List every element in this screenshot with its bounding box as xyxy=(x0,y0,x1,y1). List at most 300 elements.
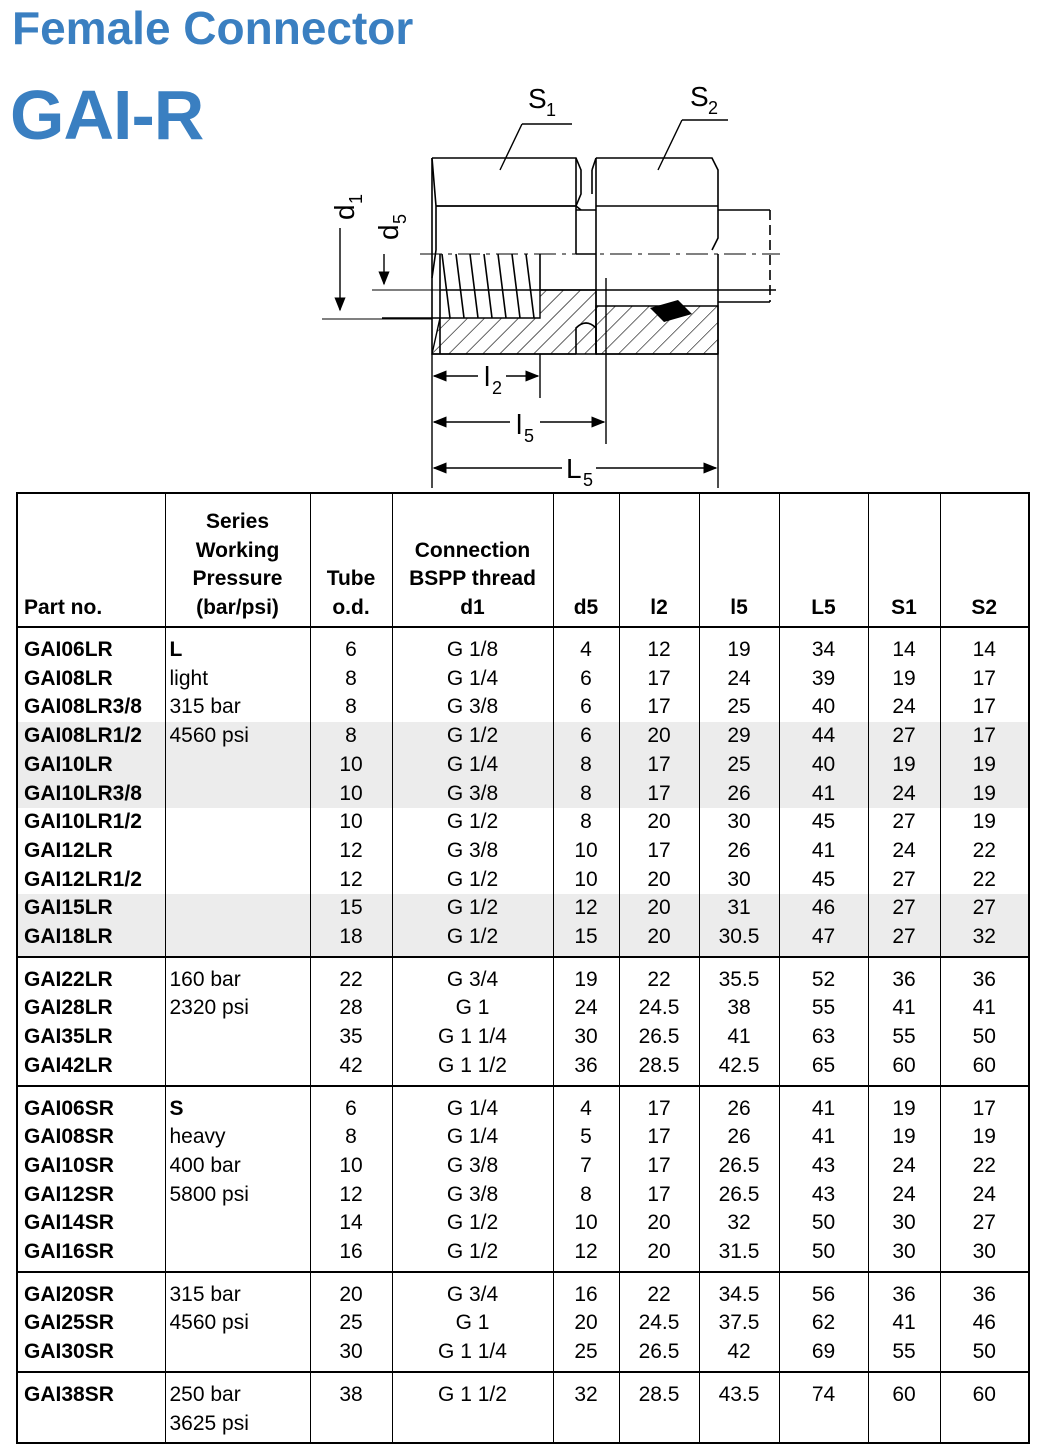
cell-s1: 30 xyxy=(868,1209,940,1238)
header-d5: d5 xyxy=(553,493,619,627)
table-row xyxy=(17,808,1029,837)
header-l5: l5 xyxy=(699,493,779,627)
header-part-no: Part no. xyxy=(17,493,165,627)
cell-l2: 20 xyxy=(619,722,699,751)
table-row xyxy=(17,1209,1029,1238)
cell-l5: 46 xyxy=(779,894,868,923)
table-row xyxy=(17,751,1029,780)
cell-part: GAI08LR xyxy=(17,665,165,694)
table-row xyxy=(17,1272,1029,1310)
cell-s1: 27 xyxy=(868,894,940,923)
cell-d5: 12 xyxy=(553,1238,619,1272)
cell-l5: 74 xyxy=(779,1372,868,1443)
cell-series xyxy=(165,751,310,780)
cell-part: GAI20SR xyxy=(17,1272,165,1310)
cell-l5: 50 xyxy=(779,1209,868,1238)
cell-s2: 17 xyxy=(940,1086,1029,1124)
cell-tube: 8 xyxy=(310,665,392,694)
cell-series: heavy xyxy=(165,1123,310,1152)
cell-tube: 18 xyxy=(310,923,392,957)
label-s2: S xyxy=(690,81,709,112)
cell-l5: 41 xyxy=(699,1023,779,1052)
cell-tube: 12 xyxy=(310,1181,392,1210)
cell-tube: 12 xyxy=(310,837,392,866)
svg-text:5: 5 xyxy=(390,213,410,224)
cell-s2: 17 xyxy=(940,665,1029,694)
cell-tube: 15 xyxy=(310,894,392,923)
cell-s2: 27 xyxy=(940,1209,1029,1238)
cell-series: 2320 psi xyxy=(165,994,310,1023)
cell-d5: 10 xyxy=(553,1209,619,1238)
cell-s1: 27 xyxy=(868,923,940,957)
cell-l5: 41 xyxy=(779,837,868,866)
cell-part: GAI42LR xyxy=(17,1052,165,1086)
cell-thread: G 1/2 xyxy=(392,1209,553,1238)
model-name: GAI-R xyxy=(10,76,204,154)
cell-l5: 31 xyxy=(699,894,779,923)
cell-s2: 41 xyxy=(940,994,1029,1023)
cell-s2: 22 xyxy=(940,1152,1029,1181)
cell-s1: 27 xyxy=(868,866,940,895)
cell-tube: 10 xyxy=(310,780,392,809)
cell-thread: G 1/8 xyxy=(392,627,553,665)
cell-s2: 60 xyxy=(940,1372,1029,1443)
cell-series xyxy=(165,1338,310,1372)
cell-l5: 43 xyxy=(779,1181,868,1210)
cell-thread: G 1/2 xyxy=(392,1238,553,1272)
cell-l2: 17 xyxy=(619,1181,699,1210)
cell-series: 315 bar xyxy=(165,693,310,722)
cell-l5: 29 xyxy=(699,722,779,751)
cell-l5: 41 xyxy=(779,780,868,809)
cell-thread: G 3/8 xyxy=(392,780,553,809)
svg-text:5: 5 xyxy=(524,426,535,446)
cell-s1: 41 xyxy=(868,1309,940,1338)
table-row xyxy=(17,1152,1029,1181)
cell-thread: G 3/8 xyxy=(392,837,553,866)
cell-l5: 19 xyxy=(699,627,779,665)
cell-thread: G 1 1/2 xyxy=(392,1372,553,1443)
cell-s1: 19 xyxy=(868,1123,940,1152)
cell-l5: 30 xyxy=(699,866,779,895)
cell-l5: 34.5 xyxy=(699,1272,779,1310)
header-l2: l2 xyxy=(619,493,699,627)
cell-d5: 15 xyxy=(553,923,619,957)
table-row xyxy=(17,1238,1029,1272)
cell-tube: 28 xyxy=(310,994,392,1023)
cell-part: GAI22LR xyxy=(17,957,165,995)
cell-part: GAI18LR xyxy=(17,923,165,957)
cell-l5: 65 xyxy=(779,1052,868,1086)
cell-part: GAI08SR xyxy=(17,1123,165,1152)
cell-thread: G 1 xyxy=(392,1309,553,1338)
label-L5: L xyxy=(566,453,582,484)
cell-l5: 26.5 xyxy=(699,1152,779,1181)
cell-l5: 26.5 xyxy=(699,1181,779,1210)
cell-tube: 8 xyxy=(310,722,392,751)
cell-series xyxy=(165,780,310,809)
cell-series xyxy=(165,1238,310,1272)
cell-s2: 46 xyxy=(940,1309,1029,1338)
cell-s2: 14 xyxy=(940,627,1029,665)
cell-d5: 8 xyxy=(553,808,619,837)
cell-d5: 19 xyxy=(553,957,619,995)
cell-thread: G 1 1/4 xyxy=(392,1338,553,1372)
cell-tube: 6 xyxy=(310,1086,392,1124)
table-row xyxy=(17,923,1029,957)
cell-s2: 19 xyxy=(940,1123,1029,1152)
svg-text:5: 5 xyxy=(583,470,594,490)
cell-tube: 6 xyxy=(310,627,392,665)
cell-l5: 26 xyxy=(699,1086,779,1124)
svg-text:1: 1 xyxy=(346,193,366,204)
cell-l2: 17 xyxy=(619,1086,699,1124)
cell-l2: 26.5 xyxy=(619,1023,699,1052)
cell-s1: 14 xyxy=(868,627,940,665)
cell-l5: 35.5 xyxy=(699,957,779,995)
cell-l5: 44 xyxy=(779,722,868,751)
cell-s1: 36 xyxy=(868,1272,940,1310)
cell-tube: 10 xyxy=(310,751,392,780)
cell-l5: 25 xyxy=(699,751,779,780)
cell-s2: 19 xyxy=(940,808,1029,837)
cell-d5: 16 xyxy=(553,1272,619,1310)
header-series: Series Working Pressure (bar/psi) xyxy=(165,493,310,627)
cell-l5: 52 xyxy=(779,957,868,995)
cell-s1: 27 xyxy=(868,808,940,837)
cell-thread: G 1 xyxy=(392,994,553,1023)
cell-thread: G 3/4 xyxy=(392,957,553,995)
cell-d5: 8 xyxy=(553,1181,619,1210)
table-row xyxy=(17,866,1029,895)
cell-l5: 42 xyxy=(699,1338,779,1372)
cell-s1: 24 xyxy=(868,837,940,866)
cell-series: 315 bar xyxy=(165,1272,310,1310)
cell-l2: 17 xyxy=(619,665,699,694)
label-d5: d xyxy=(373,224,404,240)
cell-l5: 30 xyxy=(699,808,779,837)
cell-tube: 20 xyxy=(310,1272,392,1310)
cell-s1: 30 xyxy=(868,1238,940,1272)
cell-s2: 19 xyxy=(940,780,1029,809)
cell-tube: 42 xyxy=(310,1052,392,1086)
svg-text:2: 2 xyxy=(708,98,719,118)
cell-s2: 36 xyxy=(940,1272,1029,1310)
cell-l5: 45 xyxy=(779,808,868,837)
cell-l2: 17 xyxy=(619,780,699,809)
cell-l2: 20 xyxy=(619,923,699,957)
cell-d5: 5 xyxy=(553,1123,619,1152)
header-L5: L5 xyxy=(779,493,868,627)
cell-l5: 26 xyxy=(699,780,779,809)
cell-l5: 34 xyxy=(779,627,868,665)
cell-tube: 8 xyxy=(310,1123,392,1152)
cell-d5: 20 xyxy=(553,1309,619,1338)
cell-tube: 10 xyxy=(310,808,392,837)
cell-s1: 55 xyxy=(868,1338,940,1372)
cell-series xyxy=(165,866,310,895)
cell-s2: 27 xyxy=(940,894,1029,923)
cell-d5: 24 xyxy=(553,994,619,1023)
cell-thread: G 1/2 xyxy=(392,894,553,923)
header-S2: S2 xyxy=(940,493,1029,627)
cell-l5: 55 xyxy=(779,994,868,1023)
cell-thread: G 3/8 xyxy=(392,1152,553,1181)
cell-s2: 17 xyxy=(940,693,1029,722)
cell-tube: 38 xyxy=(310,1372,392,1443)
cell-s1: 60 xyxy=(868,1372,940,1443)
cell-d5: 10 xyxy=(553,866,619,895)
cell-tube: 12 xyxy=(310,866,392,895)
cell-series: 400 bar xyxy=(165,1152,310,1181)
cell-s2: 50 xyxy=(940,1338,1029,1372)
cell-l5: 41 xyxy=(779,1086,868,1124)
cell-s1: 19 xyxy=(868,665,940,694)
cell-part: GAI38SR xyxy=(17,1372,165,1443)
table-row xyxy=(17,665,1029,694)
cell-series: light xyxy=(165,665,310,694)
cell-part: GAI06SR xyxy=(17,1086,165,1124)
cell-s1: 36 xyxy=(868,957,940,995)
cell-s1: 24 xyxy=(868,1181,940,1210)
cell-series: L xyxy=(165,627,310,665)
cell-part: GAI06LR xyxy=(17,627,165,665)
cell-l5: 50 xyxy=(779,1238,868,1272)
cell-d5: 6 xyxy=(553,722,619,751)
cell-l2: 17 xyxy=(619,693,699,722)
cell-tube: 25 xyxy=(310,1309,392,1338)
cell-s1: 27 xyxy=(868,722,940,751)
cell-series: 4560 psi xyxy=(165,722,310,751)
cell-thread: G 1 1/2 xyxy=(392,1052,553,1086)
table-row xyxy=(17,994,1029,1023)
label-d1: d xyxy=(329,204,360,220)
cell-series: 4560 psi xyxy=(165,1309,310,1338)
cell-l5: 40 xyxy=(779,751,868,780)
cell-s2: 30 xyxy=(940,1238,1029,1272)
cell-s2: 50 xyxy=(940,1023,1029,1052)
cell-d5: 4 xyxy=(553,627,619,665)
cell-part: GAI10LR xyxy=(17,751,165,780)
cell-s1: 24 xyxy=(868,693,940,722)
cell-series xyxy=(165,1023,310,1052)
cell-s1: 55 xyxy=(868,1023,940,1052)
cell-d5: 12 xyxy=(553,894,619,923)
cell-l5: 39 xyxy=(779,665,868,694)
cell-d5: 8 xyxy=(553,751,619,780)
header-S1: S1 xyxy=(868,493,940,627)
cell-part: GAI12LR xyxy=(17,837,165,866)
table-row xyxy=(17,780,1029,809)
table-row xyxy=(17,1052,1029,1086)
cell-l5: 26 xyxy=(699,837,779,866)
cell-d5: 10 xyxy=(553,837,619,866)
cell-s2: 17 xyxy=(940,722,1029,751)
cell-l2: 17 xyxy=(619,1152,699,1181)
table-row xyxy=(17,837,1029,866)
cell-thread: G 1/2 xyxy=(392,923,553,957)
cell-series: 160 bar xyxy=(165,957,310,995)
cell-series xyxy=(165,894,310,923)
cell-thread: G 1/4 xyxy=(392,665,553,694)
cell-s1: 19 xyxy=(868,1086,940,1124)
cell-thread: G 1/4 xyxy=(392,751,553,780)
cell-s1: 19 xyxy=(868,751,940,780)
cell-s2: 32 xyxy=(940,923,1029,957)
cell-d5: 36 xyxy=(553,1052,619,1086)
cell-thread: G 1 1/4 xyxy=(392,1023,553,1052)
cell-tube: 16 xyxy=(310,1238,392,1272)
connector-drawing xyxy=(300,78,790,490)
cell-d5: 4 xyxy=(553,1086,619,1124)
cell-series: S xyxy=(165,1086,310,1124)
cell-tube: 8 xyxy=(310,693,392,722)
cell-series xyxy=(165,837,310,866)
cell-l5: 69 xyxy=(779,1338,868,1372)
cell-s2: 22 xyxy=(940,866,1029,895)
cell-s2: 24 xyxy=(940,1181,1029,1210)
cell-l2: 24.5 xyxy=(619,994,699,1023)
cell-part: GAI35LR xyxy=(17,1023,165,1052)
cell-part: GAI10SR xyxy=(17,1152,165,1181)
cell-part: GAI15LR xyxy=(17,894,165,923)
cell-part: GAI12LR1/2 xyxy=(17,866,165,895)
cell-l5: 40 xyxy=(779,693,868,722)
cell-l5: 24 xyxy=(699,665,779,694)
cell-l5: 56 xyxy=(779,1272,868,1310)
cell-d5: 30 xyxy=(553,1023,619,1052)
cell-l2: 28.5 xyxy=(619,1052,699,1086)
cell-l2: 26.5 xyxy=(619,1338,699,1372)
cell-s1: 60 xyxy=(868,1052,940,1086)
cell-l5: 41 xyxy=(779,1123,868,1152)
table-row xyxy=(17,1338,1029,1372)
cell-series xyxy=(165,923,310,957)
cell-part: GAI08LR1/2 xyxy=(17,722,165,751)
cell-part: GAI10LR1/2 xyxy=(17,808,165,837)
table-header-row xyxy=(17,493,1029,627)
cell-thread: G 1/2 xyxy=(392,866,553,895)
cell-thread: G 1/2 xyxy=(392,722,553,751)
cell-l5: 42.5 xyxy=(699,1052,779,1086)
svg-text:1: 1 xyxy=(546,100,557,120)
cell-tube: 10 xyxy=(310,1152,392,1181)
cell-s1: 24 xyxy=(868,1152,940,1181)
cell-l2: 17 xyxy=(619,751,699,780)
cell-tube: 14 xyxy=(310,1209,392,1238)
cell-l2: 12 xyxy=(619,627,699,665)
cell-l2: 20 xyxy=(619,894,699,923)
cell-l5: 37.5 xyxy=(699,1309,779,1338)
cell-s2: 22 xyxy=(940,837,1029,866)
cell-l5: 32 xyxy=(699,1209,779,1238)
cell-d5: 6 xyxy=(553,665,619,694)
cell-d5: 8 xyxy=(553,780,619,809)
cell-l2: 22 xyxy=(619,1272,699,1310)
cell-l5: 45 xyxy=(779,866,868,895)
cell-s2: 36 xyxy=(940,957,1029,995)
label-l2: l xyxy=(484,361,491,392)
header-connection: Connection BSPP thread d1 xyxy=(392,493,553,627)
cell-s2: 60 xyxy=(940,1052,1029,1086)
table-row xyxy=(17,957,1029,995)
cell-thread: G 1/4 xyxy=(392,1123,553,1152)
cell-tube: 22 xyxy=(310,957,392,995)
cell-thread: G 3/8 xyxy=(392,1181,553,1210)
cell-part: GAI28LR xyxy=(17,994,165,1023)
cell-l5: 26 xyxy=(699,1123,779,1152)
dimensions-table xyxy=(16,492,1030,1444)
cell-tube: 30 xyxy=(310,1338,392,1372)
cell-l2: 17 xyxy=(619,1123,699,1152)
cell-thread: G 3/4 xyxy=(392,1272,553,1310)
cell-series: 250 bar 3625 psi xyxy=(165,1372,310,1443)
cell-thread: G 3/8 xyxy=(392,693,553,722)
cell-series: 5800 psi xyxy=(165,1181,310,1210)
cell-l2: 20 xyxy=(619,1209,699,1238)
cell-d5: 32 xyxy=(553,1372,619,1443)
header-tube: Tube o.d. xyxy=(310,493,392,627)
cell-s1: 41 xyxy=(868,994,940,1023)
label-s1: S xyxy=(528,83,547,114)
cell-l2: 28.5 xyxy=(619,1372,699,1443)
cell-l5: 63 xyxy=(779,1023,868,1052)
cell-l5: 25 xyxy=(699,693,779,722)
cell-l5: 31.5 xyxy=(699,1238,779,1272)
table-row xyxy=(17,1181,1029,1210)
table-row xyxy=(17,894,1029,923)
cell-l5: 43.5 xyxy=(699,1372,779,1443)
cell-l2: 20 xyxy=(619,1238,699,1272)
table-row xyxy=(17,693,1029,722)
cell-l2: 24.5 xyxy=(619,1309,699,1338)
cell-l2: 20 xyxy=(619,808,699,837)
cell-part: GAI08LR3/8 xyxy=(17,693,165,722)
table-row xyxy=(17,627,1029,665)
cell-thread: G 1/4 xyxy=(392,1086,553,1124)
page-title: Female Connector xyxy=(12,2,414,54)
cell-l5: 62 xyxy=(779,1309,868,1338)
cell-part: GAI12SR xyxy=(17,1181,165,1210)
cell-l2: 20 xyxy=(619,866,699,895)
cell-tube: 35 xyxy=(310,1023,392,1052)
cell-part: GAI10LR3/8 xyxy=(17,780,165,809)
cell-l5: 43 xyxy=(779,1152,868,1181)
cell-series xyxy=(165,808,310,837)
cell-d5: 7 xyxy=(553,1152,619,1181)
cell-part: GAI14SR xyxy=(17,1209,165,1238)
svg-text:2: 2 xyxy=(492,378,503,398)
cell-d5: 25 xyxy=(553,1338,619,1372)
cell-l5: 30.5 xyxy=(699,923,779,957)
cell-series xyxy=(165,1052,310,1086)
cell-series xyxy=(165,1209,310,1238)
table-row xyxy=(17,722,1029,751)
cell-l2: 22 xyxy=(619,957,699,995)
cell-l2: 17 xyxy=(619,837,699,866)
cell-part: GAI16SR xyxy=(17,1238,165,1272)
label-l5: l xyxy=(516,409,523,440)
table-row xyxy=(17,1023,1029,1052)
cell-d5: 6 xyxy=(553,693,619,722)
cell-l5: 47 xyxy=(779,923,868,957)
table-row xyxy=(17,1123,1029,1152)
cell-part: GAI25SR xyxy=(17,1309,165,1338)
cell-part: GAI30SR xyxy=(17,1338,165,1372)
cell-s2: 19 xyxy=(940,751,1029,780)
table-row xyxy=(17,1309,1029,1338)
cell-thread: G 1/2 xyxy=(392,808,553,837)
